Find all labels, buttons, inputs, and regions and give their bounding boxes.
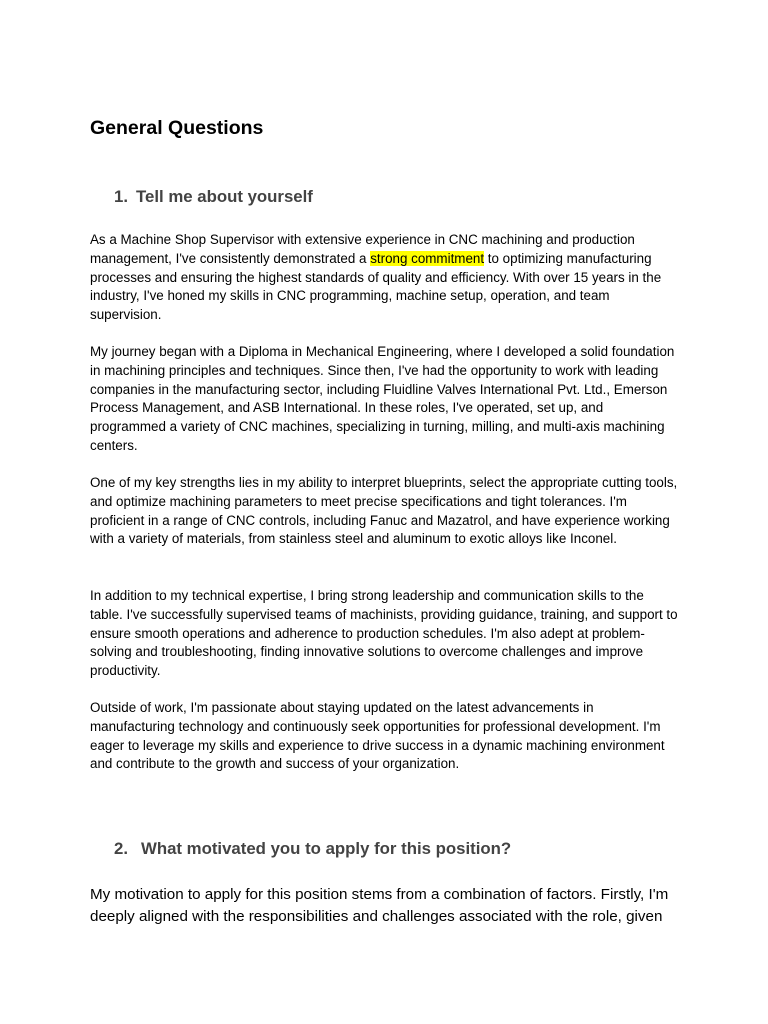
question-1-heading: [114, 186, 313, 208]
question-2-title: What motivated you to apply for this position?: [141, 839, 512, 858]
answer-1-paragraph-4: In addition to my technical expertise, I bring strong leadership and communication skills to the table. I've successfully supervised teams of machinists, providing guidance, training, and support to ensure smooth operations and adherence to production schedules. I'm also adept at problem-solving and troubleshooting, finding innovative solutions to overcome challenges and improve productivity.: [90, 588, 678, 678]
question-2-number: 2.: [114, 839, 128, 858]
document-title: General Questions: [90, 117, 264, 139]
paragraph-text: to optimizing manufacturing processes and ensuring the highest standards of quality and efficiency. With over 15 years in the industry, I've honed my skills in CNC programming, machine setup, operation, and team supervision.: [90, 250, 662, 322]
answer-2-paragraph-1: My motivation to apply for this position stems from a combination of factors. Firstly, I'm deeply aligned with the responsibilities and challenges associated with the role, given: [90, 886, 669, 925]
highlighted-text: strong commitment: [370, 250, 485, 266]
answer-1-paragraph-3: One of my key strengths lies in my ability to interpret blueprints, select the appropriate cutting tools, and optimize machining parameters to meet precise specifications and tight tolerances. I'm proficient in a range of CNC controls, including Fanuc and Mazatrol, and have experience working with a variety of materials, from stainless steel and aluminum to exotic alloys like Inconel.: [90, 475, 678, 547]
answer-1-paragraph-1: [90, 231, 680, 325]
question-1-title: Tell me about yourself: [136, 187, 313, 206]
answer-1-paragraph-2: My journey began with a Diploma in Mechanical Engineering, where I developed a solid foundation in machining principles and techniques. Since then, I've had the opportunity to work with leading companies in the manufacturing sector, including Fluidline Valves International Pvt. Ltd., Emerson Process Management, and ASB International. In these roles, I've operated, set up, and programmed a variety of CNC machines, specializing in turning, milling, and multi-axis machining centers.: [90, 344, 675, 453]
answer-1-paragraph-5: Outside of work, I'm passionate about staying updated on the latest advancements in manufacturing technology and continuously seek opportunities for professional development. I'm eager to leverage my skills and experience to drive success in a dynamic machining environment and contribute to the growth and success of your organization.: [90, 700, 665, 772]
paragraph-text: As a Machine Shop Supervisor with extensive experience in CNC machining and production management, I've consistently demonstrated a: [90, 232, 635, 266]
question-1-number: 1.: [114, 187, 128, 206]
question-2-heading: [114, 838, 511, 860]
